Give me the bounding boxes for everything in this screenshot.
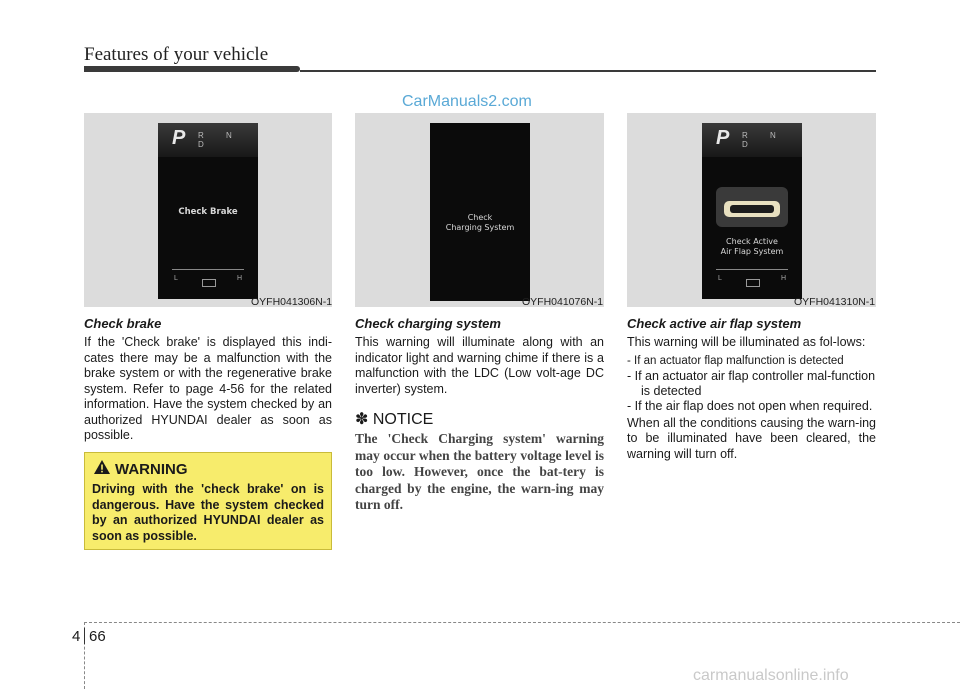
section-body: If the 'Check brake' is displayed this indi-cates there may be a malfunction with the brake system or with the regenerative brake system. Refer to page 4-56 for the related information. Have the system checked by an authorized HYUNDAI dealer as soon as possible. xyxy=(84,335,332,442)
battery-gauge xyxy=(716,263,788,289)
gear-rnd-indicator: R N D xyxy=(198,131,242,149)
bullet-item: - If an actuator flap malfunction is detected xyxy=(627,354,844,367)
watermark-top[interactable]: CarManuals2.com xyxy=(402,93,532,110)
section-body: This warning will illuminate along with an indicator light and warning chime if there is a malfunction with the LDC (Low volt-age DC inverter) system. xyxy=(355,335,604,396)
gauge-line xyxy=(716,269,788,270)
footer-dashed-line xyxy=(84,622,960,623)
gauge-low-label: L xyxy=(718,275,722,282)
gauge-high-label: H xyxy=(236,275,242,282)
warning-heading: WARNING xyxy=(115,461,188,478)
battery-gauge xyxy=(172,263,244,289)
warning-text: Driving with the 'check brake' on is dangerous. Have the system checked by an authorized HYUNDAI dealer as soon as possible. xyxy=(92,482,324,543)
watermark-bottom[interactable]: carmanualsonline.info xyxy=(693,667,849,684)
gauge-low-label: L xyxy=(174,275,178,282)
gear-p-indicator: P xyxy=(716,127,730,149)
chapter-number: 4 xyxy=(72,628,81,645)
gear-strip xyxy=(158,123,258,157)
figure-check-air-flap xyxy=(627,113,876,307)
screen-message: Check Brake xyxy=(178,207,238,217)
screen-message-line2: Air Flap System xyxy=(720,247,784,256)
screen-message-line1: Check xyxy=(467,213,493,222)
gauge-battery-icon xyxy=(202,279,216,287)
bullet-item: - If the air flap does not open when required. xyxy=(627,398,873,413)
section-title: Check charging system xyxy=(355,316,501,331)
screen-message-line1: Check Active xyxy=(726,237,778,246)
figure-check-charging xyxy=(355,113,604,307)
notice-heading: ✽ NOTICE xyxy=(355,411,434,428)
gauge-line xyxy=(172,269,244,270)
page-number: 66 xyxy=(89,628,106,645)
figure-code: OYFH041306N-1 xyxy=(251,296,333,308)
page-header-title: Features of your vehicle xyxy=(84,44,269,65)
section-intro: This warning will be illuminated as fol-lows: xyxy=(627,335,866,349)
figure-code: OYFH041310N-1 xyxy=(794,296,876,308)
section-title: Check brake xyxy=(84,316,162,331)
cluster-screen xyxy=(702,123,802,299)
gear-p-indicator: P xyxy=(172,127,186,149)
gauge-high-label: H xyxy=(780,275,786,282)
warning-box xyxy=(84,452,332,550)
car-front-icon xyxy=(714,185,790,229)
warning-triangle-icon xyxy=(93,459,111,475)
cluster-screen xyxy=(158,123,258,299)
column-check-air-flap xyxy=(627,316,876,462)
figure-code: OYFH041076N-1 xyxy=(522,296,604,308)
header-bar-thick xyxy=(84,66,300,72)
gauge-battery-icon xyxy=(746,279,760,287)
section-title: Check active air flap system xyxy=(627,316,802,331)
gear-rnd-indicator: R N D xyxy=(742,131,786,149)
cluster-screen xyxy=(430,123,530,301)
column-check-brake xyxy=(84,316,332,444)
notice-text: The 'Check Charging system' warning may occur when the battery voltage level is too low. However, once the bat-tery is charged by the engine, the warn-ing may turn off. xyxy=(355,431,604,512)
figure-check-brake xyxy=(84,113,332,307)
header-bar-thin xyxy=(300,70,876,72)
section-outro: When all the conditions causing the warn-ing to be illuminated have been cleared, the warning will turn off. xyxy=(627,415,876,461)
gear-strip xyxy=(702,123,802,157)
screen-message-line2: Charging System xyxy=(445,223,515,232)
bullet-item: - If an actuator air flap controller mal-function is detected xyxy=(627,368,876,398)
column-check-charging xyxy=(355,316,604,514)
page-number-separator xyxy=(84,628,85,644)
